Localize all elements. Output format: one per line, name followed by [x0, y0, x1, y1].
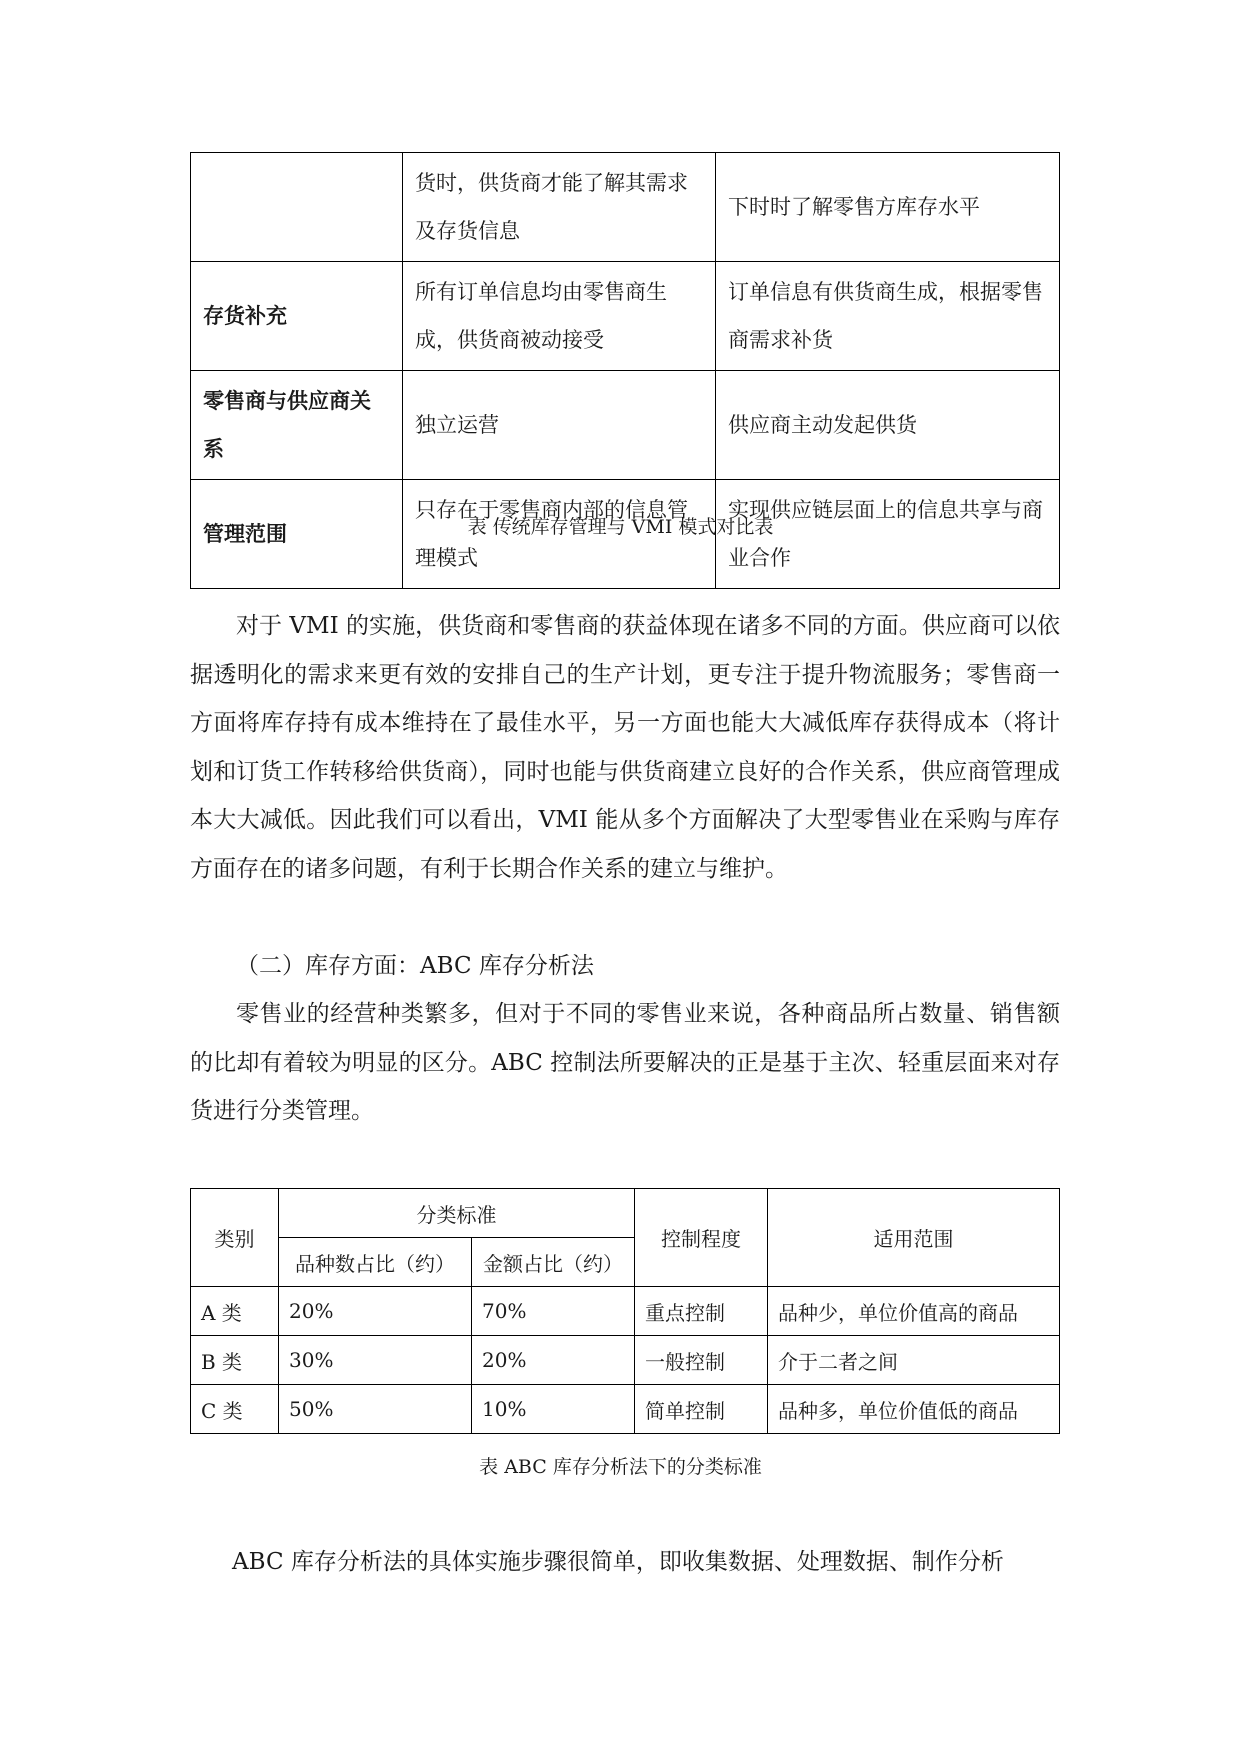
header-category: 类别 [191, 1189, 279, 1287]
table-row [191, 153, 1060, 262]
category-cell: C 类 [191, 1385, 279, 1434]
control-cell: 简单控制 [635, 1385, 768, 1434]
header-standard: 分类标准 [279, 1189, 635, 1238]
amount-cell: 10% [472, 1385, 635, 1434]
header-amount-ratio: 金额占比（约） [472, 1238, 635, 1287]
vmi-cell: 下时时了解零售方库存水平 [716, 153, 1060, 262]
paragraph-abc-intro [190, 990, 1060, 1136]
category-cell: B 类 [191, 1336, 279, 1385]
traditional-cell: 只存在于零售商内部的信息管理模式 [403, 480, 716, 589]
control-cell: 一般控制 [635, 1336, 768, 1385]
scope-cell: 介于二者之间 [768, 1336, 1060, 1385]
header-control: 控制程度 [635, 1189, 768, 1287]
category-cell: A 类 [191, 1287, 279, 1336]
table-row [191, 1287, 1060, 1336]
variety-cell: 20% [279, 1287, 472, 1336]
table1-caption: 表 传统库存管理与 VMI 模式对比表 [467, 516, 774, 538]
traditional-cell: 所有订单信息均由零售商生成，供货商被动接受 [403, 262, 716, 371]
section-heading: （二）库存方面：ABC 库存分析法 [236, 953, 594, 979]
amount-cell: 70% [472, 1287, 635, 1336]
traditional-cell: 独立运营 [403, 371, 716, 480]
header-scope: 适用范围 [768, 1189, 1060, 1287]
table-header-row [191, 1189, 1060, 1238]
variety-cell: 50% [279, 1385, 472, 1434]
vmi-cell: 供应商主动发起供货 [716, 371, 1060, 480]
table2-caption: 表 ABC 库存分析法下的分类标准 [479, 1456, 762, 1478]
scope-cell: 品种少，单位价值高的商品 [768, 1287, 1060, 1336]
table-row [191, 262, 1060, 371]
variety-cell: 30% [279, 1336, 472, 1385]
table-row [191, 1336, 1060, 1385]
paragraph-text: 零售业的经营种类繁多，但对于不同的零售业来说，各种商品所占数量、销售额的比却有着较为明显的区分。ABC 控制法所要解决的正是基于主次、轻重层面来对存货进行分类管理。 [190, 1001, 1060, 1124]
vmi-cell: 实现供应链层面上的信息共享与商业合作 [716, 480, 1060, 589]
abc-classification-table [190, 1188, 1060, 1434]
paragraph-vmi-benefits [190, 602, 1060, 893]
paragraph-text: 对于 VMI 的实施，供货商和零售商的获益体现在诸多不同的方面。供应商可以依据透明化的需求来更有效的安排自己的生产计划，更专注于提升物流服务；零售商一方面将库存持有成本维持在了最佳水平，另一方面也能大大减低库存获得成本（将计划和订货工作转移给供货商），同时也能与供货商建立良好的合作关系，供应商管理成本大大减低。因此我们可以看出，VMI 能从多个方面解决了大型零售业在采购与库存方面存在的诸多问题，有利于长期合作关系的建立与维护。 [190, 613, 1060, 882]
control-cell: 重点控制 [635, 1287, 768, 1336]
table-row [191, 371, 1060, 480]
paragraph-abc-steps: ABC 库存分析法的具体实施步骤很简单，即收集数据、处理数据、制作分析 [232, 1549, 1004, 1575]
row-label [191, 153, 403, 262]
scope-cell: 品种多，单位价值低的商品 [768, 1385, 1060, 1434]
row-label: 管理范围 [191, 480, 403, 589]
table-row [191, 1385, 1060, 1434]
header-variety-ratio: 品种数占比（约） [279, 1238, 472, 1287]
traditional-cell: 货时，供货商才能了解其需求及存货信息 [403, 153, 716, 262]
vmi-cell: 订单信息有供货商生成，根据零售商需求补货 [716, 262, 1060, 371]
row-label: 零售商与供应商关系 [191, 371, 403, 480]
amount-cell: 20% [472, 1336, 635, 1385]
row-label: 存货补充 [191, 262, 403, 371]
